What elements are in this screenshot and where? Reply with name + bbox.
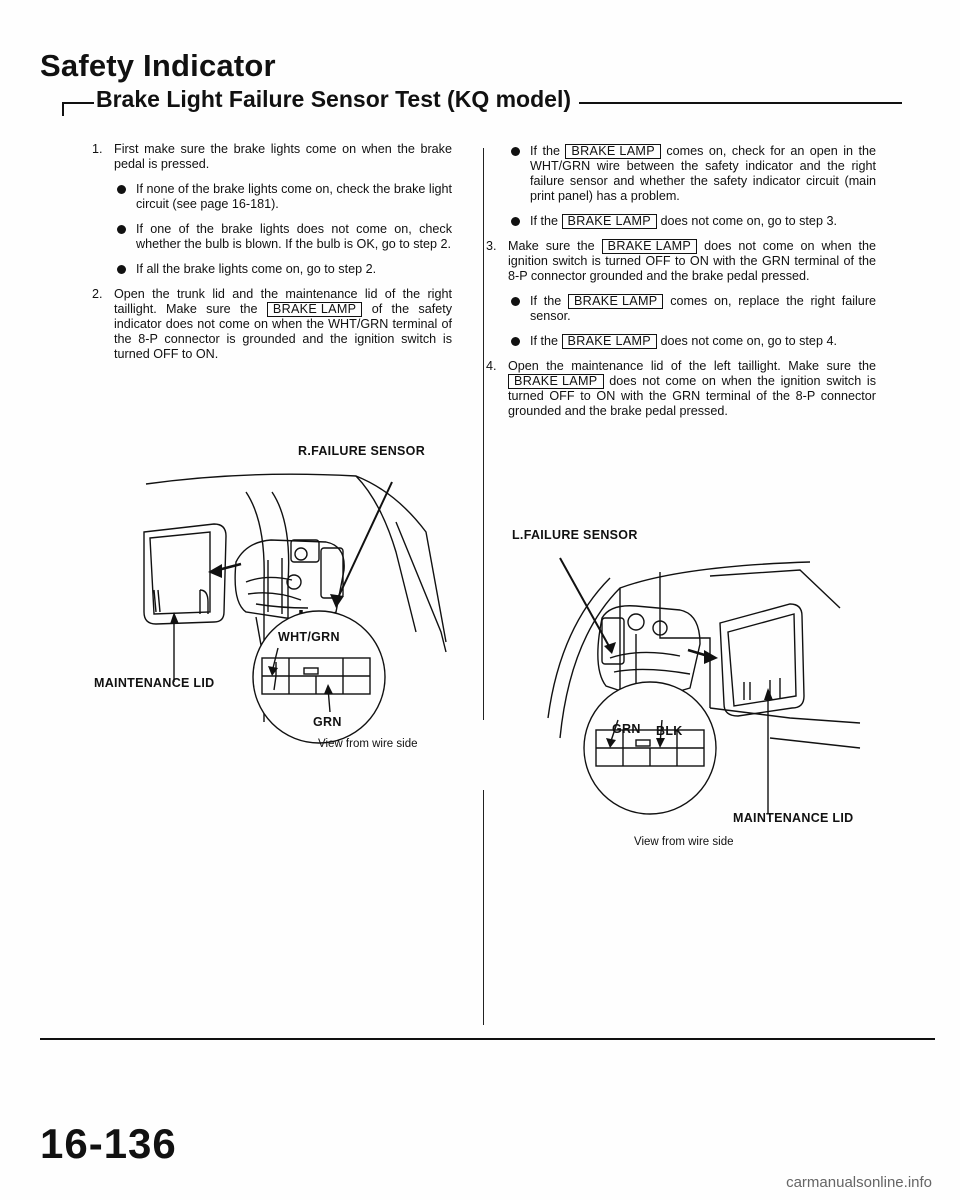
- bullet-text: does not come on, go to step 4.: [660, 334, 837, 348]
- bottom-rule: [40, 1038, 935, 1040]
- right-column: [486, 144, 877, 429]
- figure-caption: View from wire side: [318, 738, 418, 750]
- bullet-text: comes on, check for an open in the WHT/GRN wire between the safety indicator and the right failure sensor and whether the safety indicator circuit (main print panel) has a problem.: [530, 144, 876, 203]
- bullet-item: [508, 214, 876, 229]
- bullet-dot-icon: [511, 297, 520, 306]
- brake-lamp-box: BRAKE LAMP: [562, 334, 658, 349]
- step-number: 3.: [486, 239, 497, 253]
- bullet-text: If all the brake lights come on, go to step 2.: [136, 262, 377, 276]
- section-title: Brake Light Failure Sensor Test (KQ model): [94, 86, 579, 113]
- bullet-item: [114, 262, 452, 277]
- grn-wire-label: GRN: [313, 715, 342, 729]
- bullet-dot-icon: [511, 147, 520, 156]
- bullet-text: If the: [530, 334, 559, 348]
- brake-lamp-box: BRAKE LAMP: [267, 302, 363, 317]
- l-failure-sensor-label: L.FAILURE SENSOR: [512, 528, 638, 542]
- step-text: Make sure the: [508, 239, 595, 253]
- step-2: [92, 287, 452, 362]
- blk-wire-label: BLK: [656, 724, 683, 738]
- step-text: First make sure the brake lights come on when the brake pedal is pressed.: [114, 142, 452, 171]
- brake-lamp-box: BRAKE LAMP: [562, 214, 658, 229]
- step-3: [486, 239, 876, 284]
- bullet-text: If the: [530, 214, 559, 228]
- left-column: [92, 142, 452, 372]
- wht-grn-wire-label: WHT/GRN: [278, 630, 340, 644]
- step-number: 2.: [92, 287, 103, 301]
- bullet-text: If one of the brake lights does not come on, check whether the bulb is blown. If the bulb is OK, go to step 2.: [136, 222, 452, 251]
- step-text: Open the maintenance lid of the left taillight. Make sure the: [508, 359, 876, 373]
- bullet-text: does not come on, go to step 3.: [660, 214, 837, 228]
- left-taillight-illustration: [540, 548, 870, 818]
- r-failure-sensor-label: R.FAILURE SENSOR: [298, 444, 426, 458]
- bullet-text: If the: [530, 144, 560, 158]
- brake-lamp-box: BRAKE LAMP: [565, 144, 661, 159]
- bullet-item: [508, 334, 876, 349]
- bullet-item: [508, 294, 876, 324]
- step-number: 4.: [486, 359, 497, 373]
- bullet-item: [114, 182, 452, 212]
- bullet-dot-icon: [117, 185, 126, 194]
- brake-lamp-box: BRAKE LAMP: [508, 374, 604, 389]
- bullet-text: If none of the brake lights come on, check the brake light circuit (see page 16-181).: [136, 182, 452, 211]
- grn-wire-label: GRN: [612, 722, 641, 736]
- right-taillight-illustration: [96, 462, 466, 762]
- bullet-dot-icon: [511, 337, 520, 346]
- bullet-item: [114, 222, 452, 252]
- left-taillight-drawing: [540, 548, 870, 818]
- step-text: Open the trunk lid and the maintenance lid of the right taillight. Make sure the: [114, 287, 452, 316]
- maintenance-lid-label: MAINTENANCE LID: [733, 811, 854, 825]
- step-text: does not come on when the ignition switch is turned OFF to ON with the GRN terminal of the 8-P connector grounded and the brake pedal pressed.: [508, 374, 877, 418]
- page-title: Safety Indicator: [40, 48, 276, 83]
- page-number: 16-136: [40, 1120, 177, 1167]
- column-divider-lower: [483, 790, 484, 1025]
- section-rule-tick: [62, 102, 64, 116]
- step-1: [92, 142, 452, 172]
- maintenance-lid-label: MAINTENANCE LID: [94, 676, 215, 690]
- bullet-text: If the: [530, 294, 562, 308]
- bullet-text: comes on, replace the right failure sensor.: [530, 294, 877, 323]
- right-taillight-drawing: [96, 462, 466, 762]
- column-divider: [483, 148, 484, 720]
- watermark: carmanualsonline.info: [786, 1174, 932, 1191]
- step-4: [486, 359, 876, 419]
- bullet-item: [508, 144, 876, 204]
- step-text: does not come on when the ignition switch is turned OFF to ON with the GRN terminal of the 8-P connector grounded and the brake pedal pressed.: [508, 239, 877, 283]
- figure-caption: View from wire side: [634, 836, 734, 848]
- bullet-dot-icon: [117, 265, 126, 274]
- bullet-dot-icon: [511, 217, 520, 226]
- step-text: of the safety indicator does not come on when the WHT/GRN terminal of the 8-P connector is grounded and the ignition switch is turned OFF to ON.: [114, 302, 453, 361]
- brake-lamp-box: BRAKE LAMP: [568, 294, 664, 309]
- step-number: 1.: [92, 142, 103, 156]
- bullet-dot-icon: [117, 225, 126, 234]
- brake-lamp-box: BRAKE LAMP: [602, 239, 698, 254]
